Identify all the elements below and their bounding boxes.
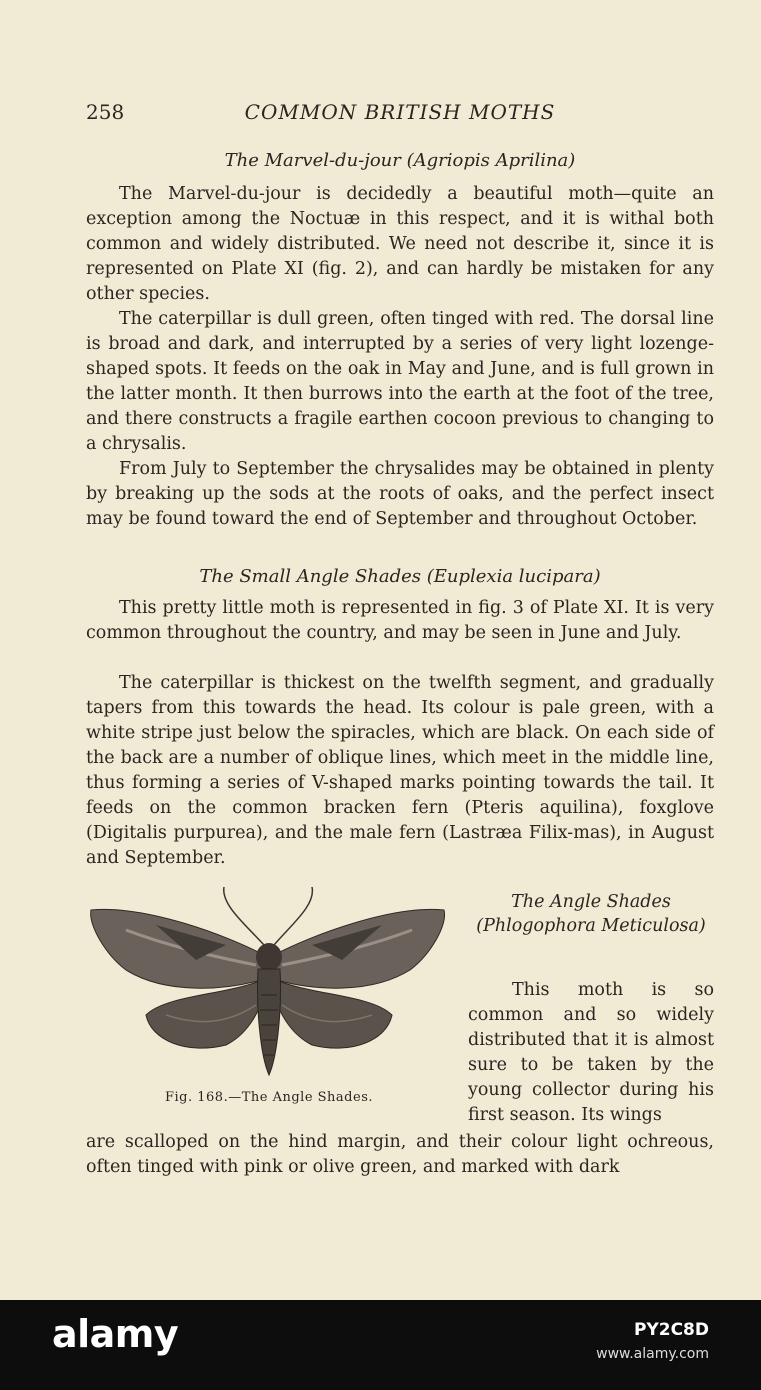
section-heading-small-angle: The Small Angle Shades (Euplexia lucipara): [199, 566, 601, 587]
paragraph-small-angle-2: The caterpillar is thickest on the twelfth segment, and gradually tapers from this towards the head. Its colour is pale green, with a white stripe just below the spiracles, which are black. On each side of the back are a number of oblique lines, which meet in the middle line, thus forming a series of V-shaped marks pointing towards the tail. It feeds on the common bracken fern (Pteris aquilina), foxglove (Digitalis purpurea), and the male fern (Lastræa Filix-mas), in August and September.: [86, 673, 714, 868]
heading-angle-shades-line2: (Phlogophora Meticulosa): [476, 916, 706, 936]
image-id: PY2C8D: [633, 1320, 709, 1340]
figure-caption: Fig. 168.—The Angle Shades.: [165, 1090, 373, 1105]
heading-angle-shades-line1: The Angle Shades: [511, 892, 671, 912]
paragraph-angle-shades-continued: are scalloped on the hind margin, and their colour light ochreous, often tinged with pink or olive green, and marked with dark: [86, 1132, 714, 1177]
running-head: COMMON BRITISH MOTHS: [244, 100, 556, 124]
alamy-logo: alamy: [52, 1312, 179, 1356]
watermark-footer: [0, 1300, 761, 1390]
page-number: 258: [86, 100, 125, 124]
footer-url: www.alamy.com: [596, 1346, 709, 1362]
paragraph-angle-shades-1: This moth is so common and so widely distributed that it is almost sure to be taken by the young collector during his first season. Its wings: [468, 980, 714, 1125]
section-heading-angle-shades: [468, 890, 714, 938]
paragraph-marvel-2: The caterpillar is dull green, often tinged with red. The dorsal line is broad and dark, and interrupted by a series of very light lozenge-shaped spots. It feeds on the oak in May and June, and is full grown in the latter month. It then burrows into the earth at the foot of the tree, and there constructs a fragile earthen cocoon previous to changing to a chrysalis.: [86, 309, 714, 454]
paragraph-small-angle-1: This pretty little moth is represented in fig. 3 of Plate XI. It is very common throughout the country, and may be seen in June and July.: [86, 598, 714, 643]
section-heading-marvel: The Marvel-du-jour (Agriopis Aprilina): [224, 150, 576, 171]
page-header: [86, 100, 714, 130]
paragraph-marvel-1: The Marvel-du-jour is decidedly a beautiful moth—quite an exception among the Noctuæ in this respect, and it is withal both common and widely distributed. We need not describe it, since it is represented on Plate XI (fig. 2), and can hardly be mistaken for any other species.: [86, 184, 714, 304]
paragraph-marvel-3: From July to September the chrysalides may be obtained in plenty by breaking up the sods at the roots of oaks, and the perfect insect may be found toward the end of September and throughout October.: [86, 459, 714, 529]
moth-illustration: [86, 885, 452, 1085]
figure-angle-shades: [86, 885, 452, 1115]
